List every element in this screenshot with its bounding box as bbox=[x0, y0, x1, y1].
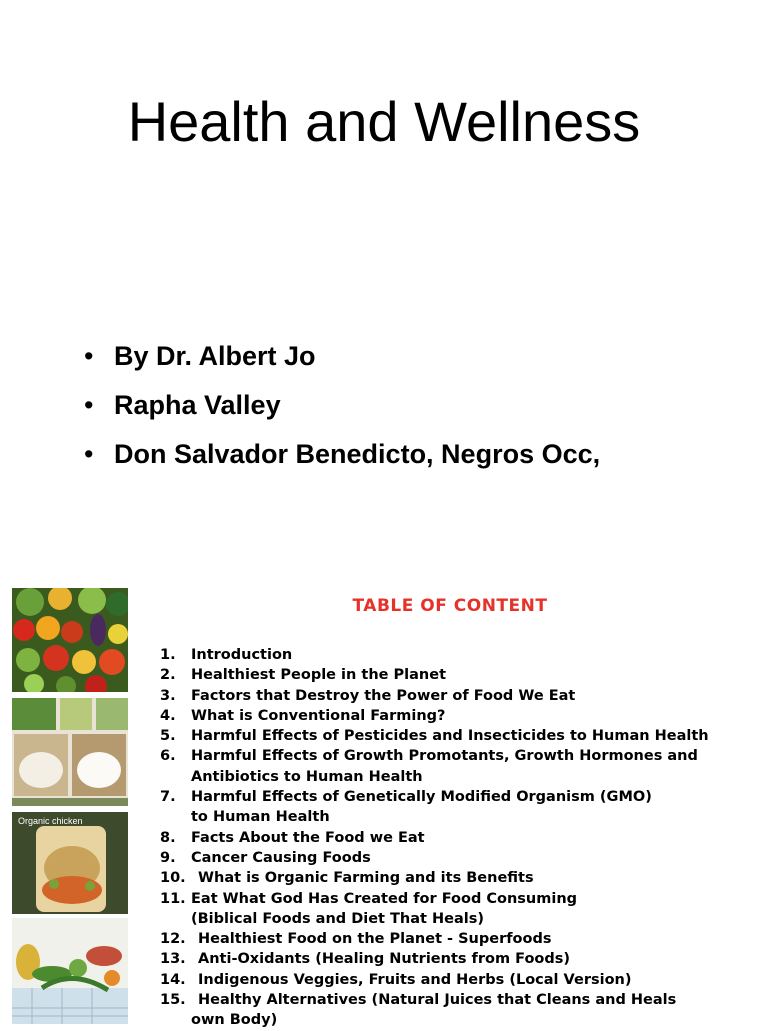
bullet-author: • By Dr. Albert Jo bbox=[84, 332, 600, 381]
toc-item: 8. Facts About the Food we Eat bbox=[160, 829, 425, 846]
table-of-contents bbox=[160, 645, 709, 1031]
vegetables-photo bbox=[12, 588, 128, 692]
toc-item: 12. Healthiest Food on the Planet - Superfoods bbox=[160, 931, 552, 948]
rice-photo bbox=[12, 698, 128, 806]
toc-item: 15. Healthy Alternatives (Natural Juices that Cleans and Heals own Body) bbox=[160, 992, 677, 1029]
toc-item: 3. Factors that Destroy the Power of Food We Eat bbox=[160, 687, 576, 704]
organic-chicken-photo bbox=[12, 812, 128, 914]
toc-item: 13. Anti-Oxidants (Healing Nutrients from Foods) bbox=[160, 951, 571, 968]
toc-item: 14. Indigenous Veggies, Fruits and Herbs (Local Version) bbox=[160, 971, 632, 988]
bullet-dot-icon: • bbox=[84, 439, 94, 469]
bullet-organization: • Rapha Valley bbox=[84, 381, 600, 430]
toc-item: 10. What is Organic Farming and its Benefits bbox=[160, 870, 534, 887]
toc-item: 9. Cancer Causing Foods bbox=[160, 849, 371, 866]
bullet-dot-icon: • bbox=[84, 341, 94, 371]
fresh-produce-photo bbox=[12, 918, 128, 1024]
toc-item: 4. What is Conventional Farming? bbox=[160, 707, 446, 724]
bullet-location: • Don Salvador Benedicto, Negros Occ, bbox=[84, 430, 600, 479]
organic-chicken-label: Organic chicken bbox=[18, 816, 83, 826]
toc-item: 5. Harmful Effects of Pesticides and Insecticides to Human Health bbox=[160, 728, 709, 745]
toc-item: 1. Introduction bbox=[160, 647, 293, 663]
author-bullet-list bbox=[84, 332, 600, 479]
toc-item: 11. Eat What God Has Created for Food Consuming (Biblical Foods and Diet That Heals) bbox=[160, 890, 578, 927]
toc-heading: TABLE OF CONTENT bbox=[352, 596, 548, 616]
toc-item: 2. Healthiest People in the Planet bbox=[160, 667, 446, 684]
toc-item: 6. Harmful Effects of Growth Promotants, Growth Hormones and Antibiotics to Human Health bbox=[160, 748, 698, 785]
bullet-dot-icon: • bbox=[84, 390, 94, 420]
slide-title: Health and Wellness bbox=[127, 90, 641, 153]
toc-item: 7. Harmful Effects of Genetically Modified Organism (GMO) to Human Health bbox=[160, 789, 652, 826]
